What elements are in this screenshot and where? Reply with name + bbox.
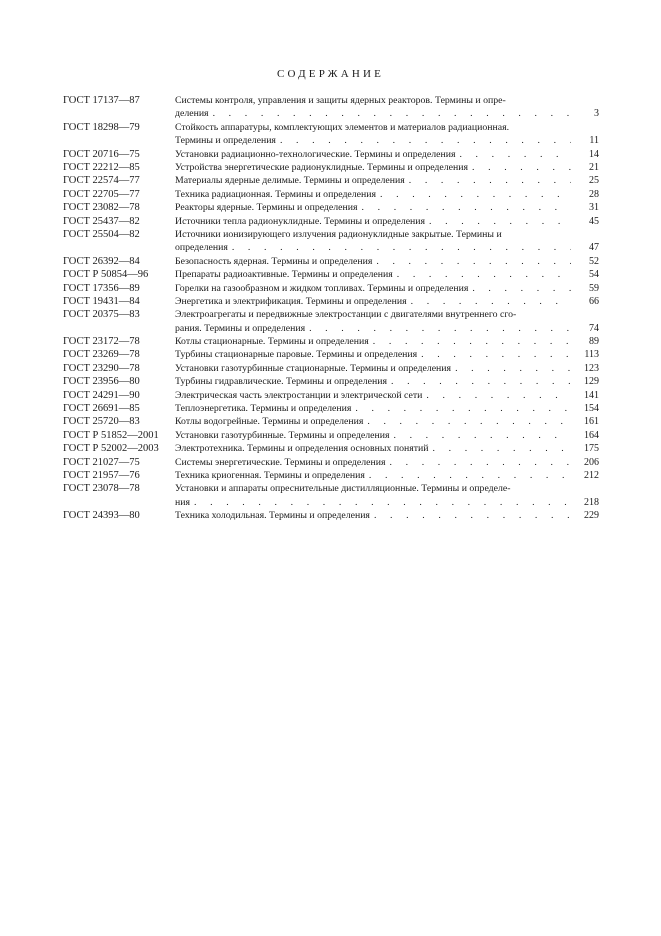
toc-entry-page-number: 161 <box>584 416 599 428</box>
dot-leader <box>407 295 571 308</box>
toc-entry-page-number: 229 <box>584 510 599 522</box>
toc-entry-last-line <box>175 107 599 120</box>
toc-entry <box>63 362 599 375</box>
toc-entry <box>63 215 599 228</box>
toc-entry-title-tail: рания. Термины и определения <box>175 322 306 334</box>
toc-entry <box>63 415 599 428</box>
toc-entry-title-line: Установки и аппараты опреснительные дистилляционные. Термины и определе- <box>175 483 511 495</box>
toc-entry-last-line <box>175 389 599 402</box>
toc-entry-code: ГОСТ 20716—75 <box>63 148 140 160</box>
toc-entry-body <box>175 161 599 174</box>
toc-entry-body <box>175 335 599 348</box>
toc-entry-page-number: 212 <box>584 470 599 481</box>
toc-entry-title-tail: Установки радиационно-технологические. Термины и определения <box>175 148 456 160</box>
toc-entry-page-number: 89 <box>589 336 599 348</box>
toc-entry-page-number: 54 <box>589 269 599 281</box>
toc-entry-last-line <box>175 362 599 375</box>
toc-entry-title-tail: Установки газотурбинные стационарные. Термины и определения <box>175 362 452 374</box>
toc-entry-code: ГОСТ 23082—78 <box>63 202 140 214</box>
toc-entry <box>63 228 599 255</box>
dot-leader <box>365 469 571 482</box>
toc-entry-body <box>175 188 599 201</box>
dot-leader <box>405 174 571 187</box>
toc-entry <box>63 456 599 469</box>
toc-entry <box>63 389 599 402</box>
toc-entry-code: ГОСТ 26691—85 <box>63 403 140 415</box>
toc-entry-body <box>175 295 599 308</box>
toc-entry-body <box>175 482 599 509</box>
toc-entry-body <box>175 375 599 388</box>
toc-entry-title-tail: Техника холодильная. Термины и определения <box>175 510 370 522</box>
toc-entry-code: ГОСТ 23290—78 <box>63 362 140 374</box>
toc-entry-last-line <box>175 348 599 361</box>
toc-entry-page-number: 206 <box>584 456 599 468</box>
toc-entry-title-line: Источники ионизирующего излучения радионуклидные закрытые. Термины и <box>175 228 502 240</box>
toc-entry-body <box>175 389 599 402</box>
toc-entry-body <box>175 282 599 295</box>
dot-leader <box>369 335 571 348</box>
toc-entry-code: ГОСТ 24393—80 <box>63 510 140 522</box>
toc-entry-title-tail: Установки газотурбинные. Термины и определения <box>175 429 390 441</box>
toc-entry-code: ГОСТ 17356—89 <box>63 282 140 294</box>
toc-entry-body <box>175 456 599 469</box>
toc-entry-page-number: 74 <box>589 322 599 334</box>
toc-entry-page-number: 28 <box>589 188 599 200</box>
toc-entry-last-line <box>175 201 599 214</box>
dot-leader <box>417 348 571 361</box>
toc-entry-page-number: 59 <box>589 282 599 294</box>
toc-entry-last-line <box>175 161 599 174</box>
toc-entry-page-number: 45 <box>589 215 599 227</box>
toc-entry <box>63 201 599 214</box>
toc-entry-title-tail: Источники тепла радионуклидные. Термины и определения <box>175 215 426 227</box>
toc-entry-page-number: 11 <box>589 135 599 147</box>
dot-leader <box>429 442 572 455</box>
dot-leader <box>387 375 571 388</box>
toc-entry-code: ГОСТ 21027—75 <box>63 456 140 468</box>
toc-entry-body <box>175 308 599 335</box>
toc-entry-last-line <box>175 188 599 201</box>
toc-entry-last-line <box>175 509 599 522</box>
toc-entry-code: ГОСТ 23956—80 <box>63 376 140 388</box>
toc-entry-code: ГОСТ Р 51852—2001 <box>63 429 159 441</box>
toc-entry-last-line <box>175 456 599 469</box>
toc-entry-title-tail: Реакторы ядерные. Термины и определения <box>175 202 358 214</box>
toc-entry-last-line <box>175 375 599 388</box>
toc-entry <box>63 268 599 281</box>
dot-leader <box>305 322 571 335</box>
toc-entry-title-tail: Техника криогенная. Термины и определения <box>175 470 365 481</box>
dot-leader <box>468 161 571 174</box>
dot-leader <box>422 389 571 402</box>
toc-entry-code: ГОСТ 22574—77 <box>63 175 140 187</box>
toc-entry-title-tail: Безопасность ядерная. Термины и определения <box>175 255 373 267</box>
toc-entry-last-line <box>175 295 599 308</box>
toc-entry <box>63 335 599 348</box>
toc-entry-code: ГОСТ 23078—78 <box>63 483 140 495</box>
toc-entry <box>63 308 599 335</box>
toc-entry-title-line: Стойкость аппаратуры, комплектующих элементов и материалов радиационная. <box>175 121 510 133</box>
toc-entry-last-line <box>175 335 599 348</box>
dot-leader <box>228 241 571 254</box>
toc-entry-page-number: 154 <box>584 403 599 415</box>
toc-entry-title-tail: Электротехника. Термины и определения основных понятий <box>175 443 429 455</box>
toc-entry-body <box>175 94 599 121</box>
toc-entry-title-tail: определения <box>175 242 228 254</box>
toc-entry-page-number: 123 <box>584 362 599 374</box>
toc-entry-last-line <box>175 415 599 428</box>
toc-entry-code: ГОСТ Р 52002—2003 <box>63 443 159 455</box>
dot-leader <box>370 509 571 522</box>
toc-entry-last-line <box>175 429 599 442</box>
toc-entry-body <box>175 469 599 482</box>
toc-entry-code: ГОСТ 17137—87 <box>63 95 140 106</box>
toc-entry-code: ГОСТ 24291—90 <box>63 389 140 401</box>
toc-entry-page-number: 14 <box>589 148 599 160</box>
toc-entry-page-number: 113 <box>584 349 599 361</box>
toc-entry-body <box>175 148 599 161</box>
toc-entry-last-line <box>175 255 599 268</box>
toc-entry <box>63 282 599 295</box>
toc-entry-title-line: Электроагрегаты и передвижные электростанции с двигателями внутреннего сго- <box>175 309 517 321</box>
toc-entry-title-tail: Системы энергетические. Термины и определения <box>175 456 386 468</box>
toc-entry-page-number: 52 <box>589 255 599 267</box>
dot-leader <box>425 215 571 228</box>
toc-entry-title-tail: Препараты радиоактивные. Термины и определения <box>175 269 393 281</box>
toc-entry-code: ГОСТ 21957—76 <box>63 470 140 481</box>
toc-entry-title-tail: Горелки на газообразном и жидком топливах. Термины и определения <box>175 282 469 294</box>
toc-entry-title-tail: Техника радиационная. Термины и определения <box>175 188 377 200</box>
toc-entry-body <box>175 255 599 268</box>
toc-entry-body <box>175 268 599 281</box>
toc-entry-title-tail: Котлы водогрейные. Термины и определения <box>175 416 364 428</box>
toc-entry-body <box>175 415 599 428</box>
dot-leader <box>386 456 572 469</box>
toc-entry-title-tail: ния <box>175 496 190 508</box>
toc-entry-title-tail: Турбины гидравлические. Термины и определения <box>175 376 387 388</box>
toc-entry <box>63 442 599 455</box>
toc-entry-code: ГОСТ 20375—83 <box>63 309 140 321</box>
table-of-contents <box>63 94 599 523</box>
toc-entry-page-number: 66 <box>589 295 599 307</box>
toc-entry-title-tail: Турбины стационарные паровые. Термины и определения <box>175 349 418 361</box>
toc-entry-body <box>175 509 599 522</box>
toc-entry-code: ГОСТ 23172—78 <box>63 336 140 348</box>
toc-entry-title-tail: Теплоэнергетика. Термины и определения <box>175 403 352 415</box>
dot-leader <box>190 496 571 509</box>
toc-entry-last-line <box>175 496 599 509</box>
toc-entry <box>63 255 599 268</box>
toc-entry-body <box>175 174 599 187</box>
toc-entry-body <box>175 121 599 148</box>
toc-entry-title-tail: Котлы стационарные. Термины и определения <box>175 336 369 348</box>
toc-entry-body <box>175 228 599 255</box>
toc-entry <box>63 161 599 174</box>
dot-leader <box>372 255 571 268</box>
toc-entry-page-number: 3 <box>594 108 599 120</box>
toc-entry-code: ГОСТ 19431—84 <box>63 295 140 307</box>
toc-entry-last-line <box>175 241 599 254</box>
toc-entry-title-tail: Энергетика и электрификация. Термины и определения <box>175 295 407 307</box>
toc-entry-title-tail: Устройства энергетические радионуклидные. Термины и определения <box>175 161 468 173</box>
dot-leader <box>389 429 571 442</box>
toc-entry <box>63 509 599 522</box>
toc-entry-page-number: 21 <box>589 161 599 173</box>
toc-entry <box>63 94 599 121</box>
dot-leader <box>209 107 571 120</box>
toc-entry-last-line <box>175 148 599 161</box>
toc-entry <box>63 148 599 161</box>
toc-entry-title-tail: деления <box>175 108 209 120</box>
toc-entry <box>63 188 599 201</box>
toc-entry-title-tail: Материалы ядерные делимые. Термины и определения <box>175 175 405 187</box>
toc-entry-code: ГОСТ 25504—82 <box>63 228 140 240</box>
toc-entry-page-number: 164 <box>584 429 599 441</box>
toc-entry <box>63 482 599 509</box>
toc-entry-page-number: 129 <box>584 376 599 388</box>
toc-entry-last-line <box>175 282 599 295</box>
toc-entry-page-number: 218 <box>584 496 599 508</box>
toc-entry-page-number: 47 <box>589 242 599 254</box>
toc-entry-body <box>175 429 599 442</box>
toc-entry-body <box>175 442 599 455</box>
toc-entry <box>63 295 599 308</box>
toc-entry-last-line <box>175 469 599 482</box>
toc-entry-last-line <box>175 174 599 187</box>
dot-leader <box>363 415 571 428</box>
toc-entry <box>63 429 599 442</box>
toc-entry-page-number: 31 <box>589 202 599 214</box>
toc-entry-code: ГОСТ 22705—77 <box>63 188 140 200</box>
dot-leader <box>468 282 571 295</box>
toc-entry <box>63 375 599 388</box>
toc-entry-code: ГОСТ Р 50854—96 <box>63 269 149 281</box>
toc-entry <box>63 348 599 361</box>
toc-entry <box>63 174 599 187</box>
toc-entry-last-line <box>175 402 599 415</box>
dot-leader <box>276 134 571 147</box>
dot-leader <box>376 188 571 201</box>
toc-entry-title-tail: Термины и определения <box>175 135 276 147</box>
toc-entry-body <box>175 201 599 214</box>
toc-entry-code: ГОСТ 26392—84 <box>63 255 140 267</box>
toc-entry <box>63 402 599 415</box>
toc-entry-last-line <box>175 134 599 147</box>
toc-entry-last-line <box>175 215 599 228</box>
toc-entry-body <box>175 362 599 375</box>
dot-leader <box>358 201 572 214</box>
toc-entry <box>63 469 599 482</box>
toc-entry-code: ГОСТ 25437—82 <box>63 215 140 227</box>
dot-leader <box>455 148 571 161</box>
dot-leader <box>451 362 571 375</box>
toc-entry-page-number: 141 <box>584 389 599 401</box>
toc-entry-code: ГОСТ 22212—85 <box>63 161 140 173</box>
toc-entry-code: ГОСТ 25720—83 <box>63 416 140 428</box>
toc-entry-page-number: 25 <box>589 175 599 187</box>
toc-entry-page-number: 175 <box>584 443 599 455</box>
toc-entry-title-tail: Электрическая часть электростанции и электрической сети <box>175 389 423 401</box>
page-title: СОДЕРЖАНИЕ <box>276 68 385 80</box>
toc-entry-last-line <box>175 442 599 455</box>
dot-leader <box>393 268 571 281</box>
toc-entry-body <box>175 348 599 361</box>
toc-entry-body <box>175 402 599 415</box>
toc-entry-body <box>175 215 599 228</box>
toc-entry-last-line <box>175 322 599 335</box>
dot-leader <box>351 402 571 415</box>
toc-entry-last-line <box>175 268 599 281</box>
toc-entry-code: ГОСТ 18298—79 <box>63 121 140 133</box>
toc-entry-code: ГОСТ 23269—78 <box>63 349 140 361</box>
toc-entry <box>63 121 599 148</box>
toc-entry-title-line: Системы контроля, управления и защиты ядерных реакторов. Термины и опре- <box>175 95 506 106</box>
